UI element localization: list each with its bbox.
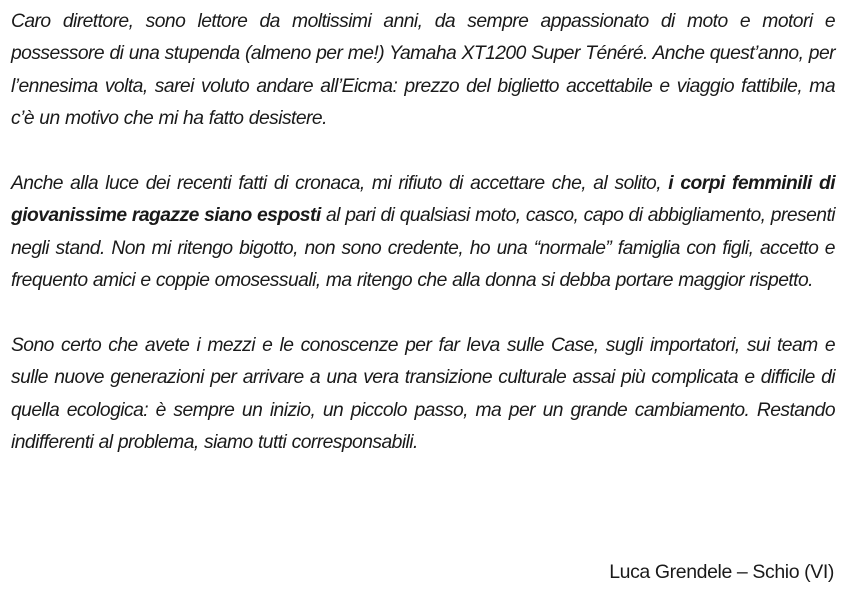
paragraph-2	[11, 168, 835, 298]
paragraph-1-text: Caro direttore, sono lettore da moltissimi anni, da sempre appassionato di moto e motori e possessore di una stupenda (almeno per me!) Yamaha XT1200 Super Ténéré. Anche quest’anno, per l’ennesima volta, sarei voluto andare all’Eicma: prezzo del biglietto accettabile e viaggio fattibile, ma c’è un motivo che mi ha fatto desistere.	[11, 11, 835, 130]
paragraph-3-text: Sono certo che avete i mezzi e le conoscenze per far leva sulle Case, sugli importatori, sui team e sulle nuove generazioni per arrivare a una vera transizione culturale assai più complicata e difficile di quella ecologica: è sempre un inizio, un piccolo passo, ma per un grande cambiamento. Restando indifferenti al problema, siamo tutti corresponsabili.	[11, 335, 835, 454]
paragraph-2-bold-phrase: i corpi femminili di giovanissime ragazze siano esposti	[11, 173, 835, 227]
paragraph-3	[11, 330, 835, 460]
letter-body	[11, 6, 835, 492]
letter-signature: Luca Grendele – Schio (VI)	[609, 561, 834, 583]
paragraph-2-text-after: al pari di qualsiasi moto, casco, capo di abbigliamento, presenti negli stand. Non mi ritengo bigotto, non sono credente, ho una “normale” famiglia con figli, accetto e frequento amici e coppie omosessuali, ma ritengo che alla donna si debba portare maggior rispetto.	[11, 205, 836, 292]
paragraph-1	[11, 6, 835, 136]
paragraph-2-text-before: Anche alla luce dei recenti fatti di cronaca, mi rifiuto di accettare che, al solito,	[11, 173, 669, 195]
